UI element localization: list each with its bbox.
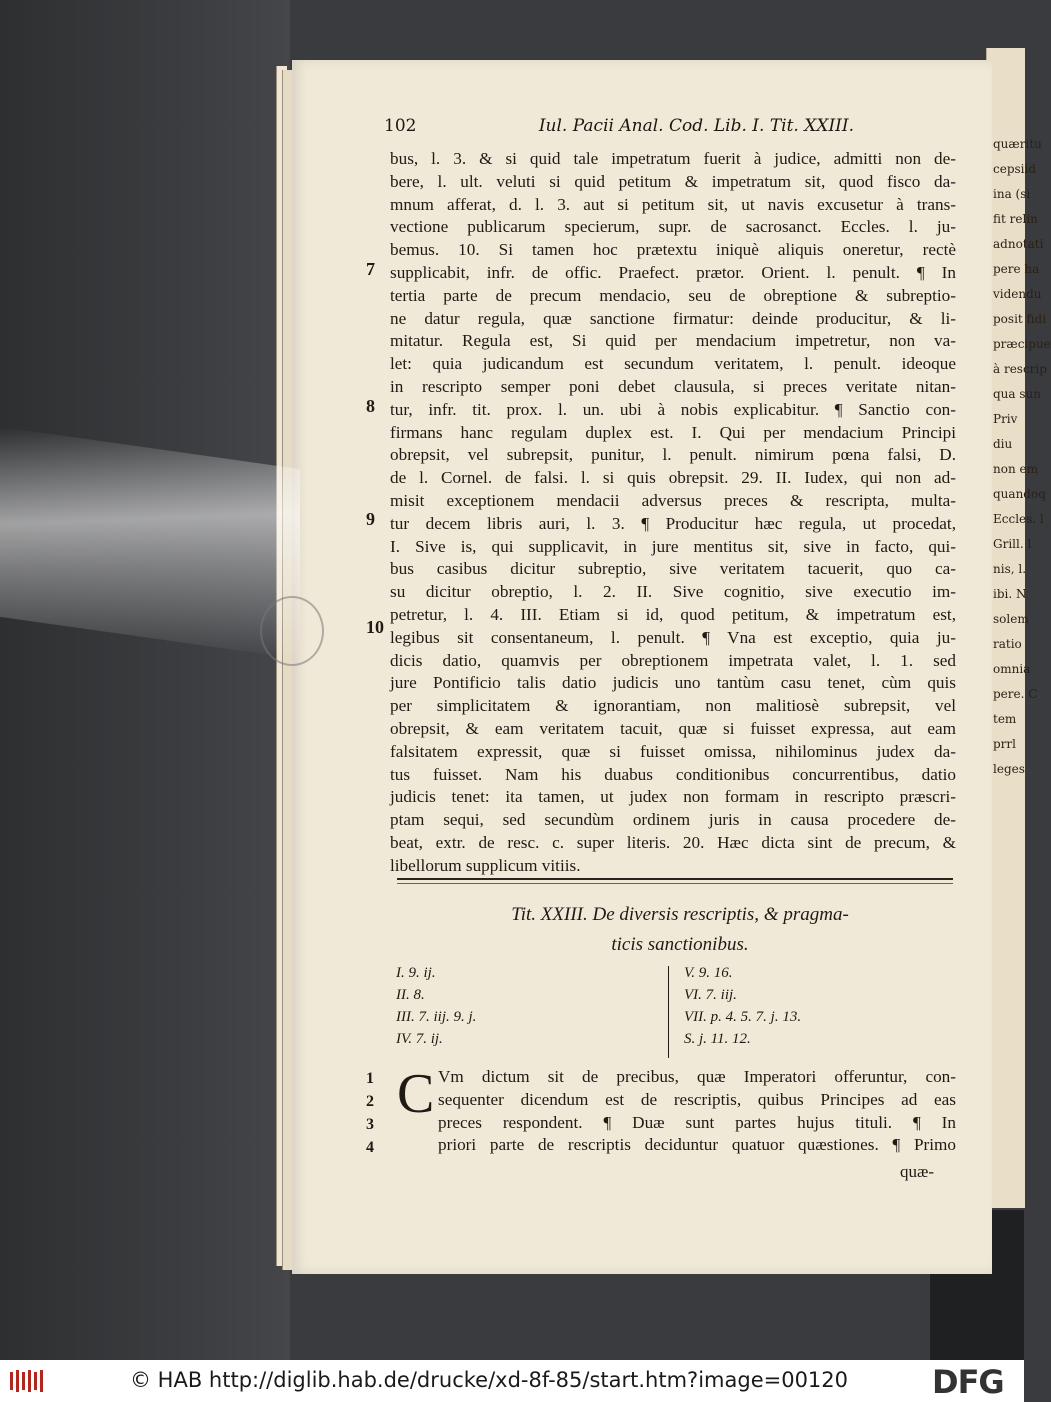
- facing-page-fragment: posit fidi: [993, 312, 1047, 326]
- text-line: supplicabit, infr. de offic. Praefect. prætor. Orient. l. penult. ¶ In: [390, 262, 956, 282]
- text-line: tus fuisset. Nam his duabus conditionibus concurrentibus, datio: [390, 764, 956, 784]
- facing-page-fragment: à rescrip: [993, 362, 1047, 376]
- text-line: beat, extr. de resc. c. super literis. 20. Hæc dicta sint de precum, &: [390, 832, 956, 852]
- section-title-line: ticis sanctionibus.: [611, 934, 749, 955]
- scan-background: [0, 0, 290, 1360]
- text-line: bere, l. ult. veluti si quid petitum & impetratum sit, quod fisco da-: [390, 171, 956, 191]
- margin-number: 10: [366, 617, 384, 637]
- text-line: obrepsit, vel subrepsit, punitur, l. penult. nimirum pœna falsi, D.: [390, 445, 956, 465]
- facing-page-fragment: qua sun: [993, 387, 1041, 401]
- margin-number: 4: [366, 1139, 374, 1156]
- section-title: [420, 900, 940, 960]
- text-line: libellorum supplicum vitiis.: [390, 855, 581, 875]
- facing-page-fragment: solem: [993, 612, 1029, 626]
- index-entry: S. j. 11. 12.: [684, 1031, 751, 1047]
- text-line: firmans hanc regulam duplex est. I. Qui per mendacium Principi: [390, 422, 956, 442]
- facing-page-fragment: pere ha: [993, 262, 1040, 276]
- facing-page-fragment: tem: [993, 712, 1017, 726]
- facing-page-fragment: leges: [993, 762, 1025, 776]
- index-left: [396, 962, 476, 1050]
- text-line: bus, l. 3. & si quid tale impetratum fuerit à judice, admitti non de-: [390, 149, 956, 168]
- facing-page-fragment: diu: [993, 437, 1013, 451]
- text-line: Vm dictum sit de precibus, quæ Imperatori offeruntur, con-: [438, 1067, 956, 1086]
- text-line: per simplicitatem & ignorantiam, non malitiosè subrepsit, vel: [390, 696, 956, 716]
- dfg-logo: DFG: [932, 1363, 1004, 1401]
- viewer-footer: [0, 1360, 1024, 1402]
- facing-page-fragment: ina (si: [993, 187, 1031, 201]
- facing-page-fragment: non em: [993, 462, 1038, 476]
- text-line: bemus. 10. Si tamen hoc prætextu iniquè aliquis oneretur, rectè: [390, 240, 956, 260]
- text-line: in rescripto semper poni debet clausula, si preces veritate nitan-: [390, 376, 956, 396]
- text-line: tur decem libris auri, l. 3. ¶ Producitur hæc regula, ut procedat,: [390, 513, 956, 533]
- facing-page-fragment: omnia: [993, 662, 1031, 676]
- page-number: 102: [384, 116, 417, 136]
- margin-number: 7: [366, 259, 375, 279]
- facing-page-fragment: cepsiid: [993, 162, 1037, 176]
- facing-page-fragment: ibi. N: [993, 587, 1027, 601]
- facing-page-fragment: Priv: [993, 412, 1018, 426]
- margin-number: 9: [366, 509, 375, 529]
- margin-number: 1: [366, 1070, 374, 1087]
- catchword: quæ-: [900, 1162, 934, 1181]
- running-title: Iul. Pacii Anal. Cod. Lib. I. Tit. XXIII.: [538, 116, 854, 136]
- margin-number: 3: [366, 1116, 374, 1133]
- section-title-line: Tit. XXIII. De diversis rescriptis, & pragma-: [511, 904, 849, 925]
- text-line: ptam sequi, sed secundùm ordinem juris in causa procedere de-: [390, 810, 956, 830]
- text-line: judicis tenet: ita tamen, ut judex non formam in rescripto præscri-: [390, 787, 956, 807]
- facing-page-fragment: quandoq: [993, 487, 1046, 501]
- section-rule: [397, 883, 953, 884]
- index-entry: VI. 7. iij.: [684, 987, 737, 1003]
- facing-page-fragment: quæritu: [993, 137, 1042, 151]
- text-line: priori parte de rescriptis deciduntur quatuor quæstiones. ¶ Primo: [438, 1135, 956, 1155]
- index-entry: V. 9. 16.: [684, 965, 733, 981]
- index-entry: VII. p. 4. 5. 7. j. 13.: [684, 1009, 802, 1025]
- margin-number: 2: [366, 1093, 374, 1110]
- text-line: preces respondent. ¶ Duæ sunt partes hujus tituli. ¶ In: [438, 1112, 956, 1132]
- facing-page-fragment: præcipue: [993, 337, 1051, 351]
- margin-number: 8: [366, 396, 375, 416]
- text-line: su dicitur obreptio, l. 2. II. Sive cognitio, sive executio im-: [390, 582, 956, 602]
- facing-page-fragment: pere. C: [993, 687, 1038, 701]
- index-divider: [668, 966, 669, 1058]
- drop-capital: C: [397, 1063, 435, 1125]
- text-line: tertia parte de precum mendacio, seu de obreptione & subreptio-: [390, 285, 956, 305]
- text-line: falsitatem expressit, quæ si fuisset omissa, nihilominus judex da-: [390, 741, 956, 761]
- index-entry: II. 8.: [396, 987, 425, 1003]
- text-line: misit exceptionem mendacii adversus preces & rescripta, multa-: [390, 490, 956, 510]
- text-line: tur, infr. tit. prox. l. un. ubi à nobis explicabitur. ¶ Sanctio con-: [390, 399, 956, 419]
- facing-page-fragment: prrl: [993, 737, 1016, 751]
- facing-page-fragment: fit relin: [993, 212, 1038, 226]
- text-line: bus casibus dicitur subreptio, sive veritatem tacuerit, quo ca-: [390, 559, 956, 579]
- source-url-text: © HAB http://diglib.hab.de/drucke/xd-8f-85/start.htm?image=00120: [130, 1368, 849, 1392]
- section-rule: [397, 878, 953, 880]
- text-line: ne datur regula, quæ sanctione firmatur: deinde producitur, & li-: [390, 308, 956, 328]
- text-line: dicis datio, quamvis per obreptionem impetrata valet, l. 1. sed: [390, 650, 956, 670]
- facing-page-fragment: nis, l.: [993, 562, 1027, 576]
- running-header: [384, 116, 854, 146]
- index-entry: I. 9. ij.: [396, 965, 436, 981]
- index-entry: IV. 7. ij.: [396, 1031, 443, 1047]
- facing-page-fragment: Grill. l: [993, 537, 1032, 551]
- text-line: obrepsit, & eam veritatem tacuit, quæ si fuisset expressa, aut eam: [390, 718, 956, 738]
- text-line: mnum afferat, d. l. 3. aut si petitum sit, ut navis excusetur à trans-: [390, 194, 956, 214]
- text-line: jure Pontificio talis datio judicis uno tantùm casu tenet, cùm quis: [390, 673, 956, 693]
- facing-page-fragment: Eccles. l: [993, 512, 1044, 526]
- index-entry: III. 7. iij. 9. j.: [396, 1009, 477, 1025]
- hab-logo-icon: [8, 1368, 48, 1394]
- text-line: sequenter dicendum est de rescriptis, quibus Principes ad eas: [438, 1089, 956, 1109]
- text-line: de l. Cornel. de falsi. l. si quis obrepsit. 29. II. Iudex, qui non ad-: [390, 468, 956, 488]
- scanner-glare-ring: [260, 596, 324, 666]
- facing-page-fragment: adnotati: [993, 237, 1044, 251]
- text-line: petretur, l. 4. III. Etiam si id, quod petitum, & impetratum est,: [390, 604, 956, 624]
- facing-page-fragment: videndu: [993, 287, 1042, 301]
- text-line: vectione publicarum specierum, supr. de sacrosanct. Eccles. l. ju-: [390, 217, 956, 237]
- text-line: let: quia judicandum est secundum veritatem, l. penult. ideoque: [390, 354, 956, 374]
- text-line: I. Sive is, qui supplicavit, in jure mentitus sit, sive in facto, qui-: [390, 536, 956, 556]
- text-line: legibus sit consentaneum, l. penult. ¶ Vna est exceptio, quia ju-: [390, 627, 956, 647]
- text-line: mitatur. Regula est, Si quid per mendacium impetretur, non va-: [390, 331, 956, 351]
- index-right: [684, 962, 801, 1050]
- intro-text: [438, 1066, 956, 1157]
- facing-page-fragment: ratio: [993, 637, 1022, 651]
- body-text: [390, 148, 956, 878]
